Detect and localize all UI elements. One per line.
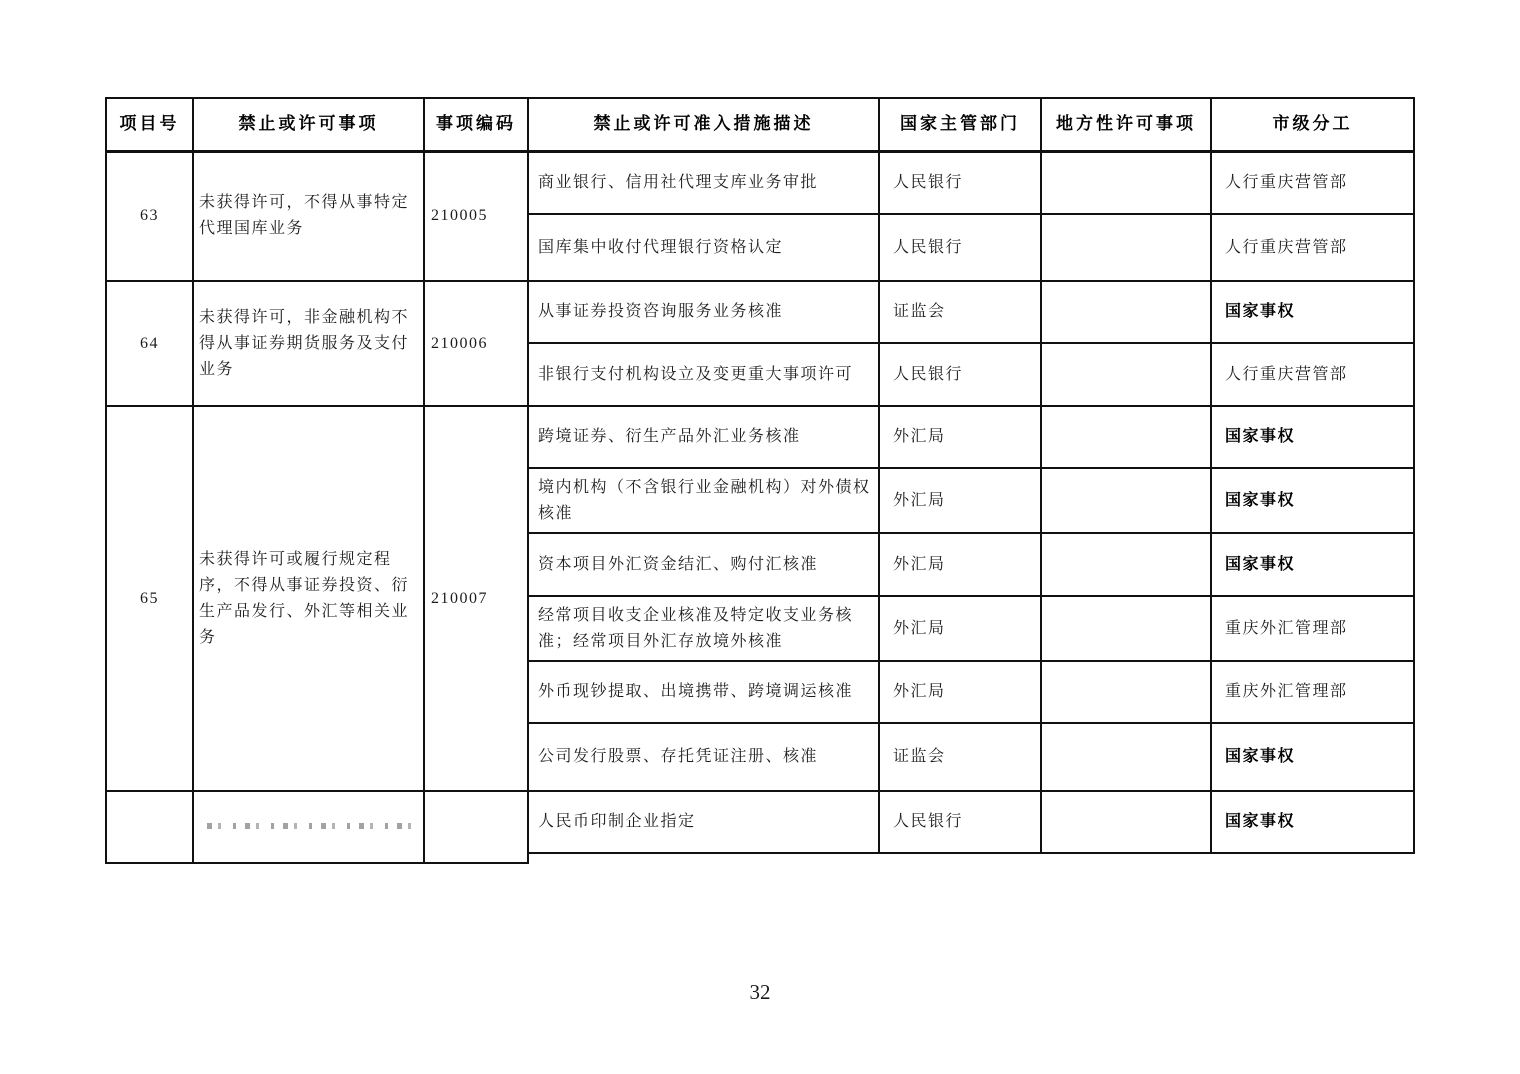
authority-cell: 外汇局 (879, 596, 1041, 661)
local-cell (1041, 723, 1211, 791)
city-cell: 国家事权 (1211, 723, 1414, 791)
local-cell (1041, 661, 1211, 723)
city-cell: 人行重庆营管部 (1211, 151, 1414, 214)
matter-cell (193, 791, 424, 863)
clipped-text-sliver (207, 823, 412, 829)
code-cell: 210006 (424, 281, 528, 406)
authority-cell: 外汇局 (879, 533, 1041, 596)
col-header-item-no: 项目号 (106, 98, 193, 151)
authority-cell: 人民银行 (879, 151, 1041, 214)
city-cell: 国家事权 (1211, 791, 1414, 853)
col-header-local: 地方性许可事项 (1041, 98, 1211, 151)
city-cell: 国家事权 (1211, 406, 1414, 468)
matter-cell: 未获得许可，非金融机构不得从事证券期货服务及支付业务 (193, 281, 424, 406)
city-cell: 国家事权 (1211, 533, 1414, 596)
negative-list-table (105, 97, 1415, 864)
item-no-cell: 64 (106, 281, 193, 406)
col-header-code: 事项编码 (424, 98, 528, 151)
measure-cell: 公司发行股票、存托凭证注册、核准 (528, 723, 879, 791)
col-header-authority: 国家主管部门 (879, 98, 1041, 151)
measure-cell: 外币现钞提取、出境携带、跨境调运核准 (528, 661, 879, 723)
authority-cell: 证监会 (879, 723, 1041, 791)
local-cell (1041, 533, 1211, 596)
authority-cell: 外汇局 (879, 468, 1041, 533)
table-row (106, 406, 1414, 468)
code-cell (424, 791, 528, 863)
local-cell (1041, 468, 1211, 533)
local-cell (1041, 406, 1211, 468)
matter-cell: 未获得许可，不得从事特定代理国库业务 (193, 151, 424, 281)
measure-cell: 人民币印制企业指定 (528, 791, 879, 853)
measure-cell: 跨境证券、衍生产品外汇业务核准 (528, 406, 879, 468)
authority-cell: 外汇局 (879, 661, 1041, 723)
table-row (106, 151, 1414, 214)
measure-cell: 资本项目外汇资金结汇、购付汇核准 (528, 533, 879, 596)
local-cell (1041, 791, 1211, 853)
measure-cell: 从事证券投资咨询服务业务核准 (528, 281, 879, 343)
authority-cell: 人民银行 (879, 214, 1041, 281)
authority-cell: 人民银行 (879, 791, 1041, 853)
table-row (106, 791, 1414, 853)
city-cell: 重庆外汇管理部 (1211, 661, 1414, 723)
header-row (106, 98, 1414, 151)
col-header-city: 市级分工 (1211, 98, 1414, 151)
city-cell: 国家事权 (1211, 468, 1414, 533)
local-cell (1041, 343, 1211, 406)
local-cell (1041, 596, 1211, 661)
item-no-cell (106, 791, 193, 863)
measure-cell: 经常项目收支企业核准及特定收支业务核准；经常项目外汇存放境外核准 (528, 596, 879, 661)
measure-cell: 境内机构（不含银行业金融机构）对外债权核准 (528, 468, 879, 533)
local-cell (1041, 151, 1211, 214)
code-cell: 210007 (424, 406, 528, 791)
col-header-matter: 禁止或许可事项 (193, 98, 424, 151)
measure-cell: 国库集中收付代理银行资格认定 (528, 214, 879, 281)
city-cell: 人行重庆营管部 (1211, 214, 1414, 281)
authority-cell: 证监会 (879, 281, 1041, 343)
local-cell (1041, 281, 1211, 343)
city-cell: 重庆外汇管理部 (1211, 596, 1414, 661)
item-no-cell: 65 (106, 406, 193, 791)
table-row (106, 281, 1414, 343)
city-cell: 国家事权 (1211, 281, 1414, 343)
city-cell: 人行重庆营管部 (1211, 343, 1414, 406)
authority-cell: 人民银行 (879, 343, 1041, 406)
col-header-measure: 禁止或许可准入措施描述 (528, 98, 879, 151)
code-cell: 210005 (424, 151, 528, 281)
page-number: 32 (749, 980, 771, 1004)
item-no-cell: 63 (106, 151, 193, 281)
matter-cell: 未获得许可或履行规定程序，不得从事证券投资、衍生产品发行、外汇等相关业务 (193, 406, 424, 791)
measure-cell: 商业银行、信用社代理支库业务审批 (528, 151, 879, 214)
authority-cell: 外汇局 (879, 406, 1041, 468)
measure-cell: 非银行支付机构设立及变更重大事项许可 (528, 343, 879, 406)
local-cell (1041, 214, 1211, 281)
